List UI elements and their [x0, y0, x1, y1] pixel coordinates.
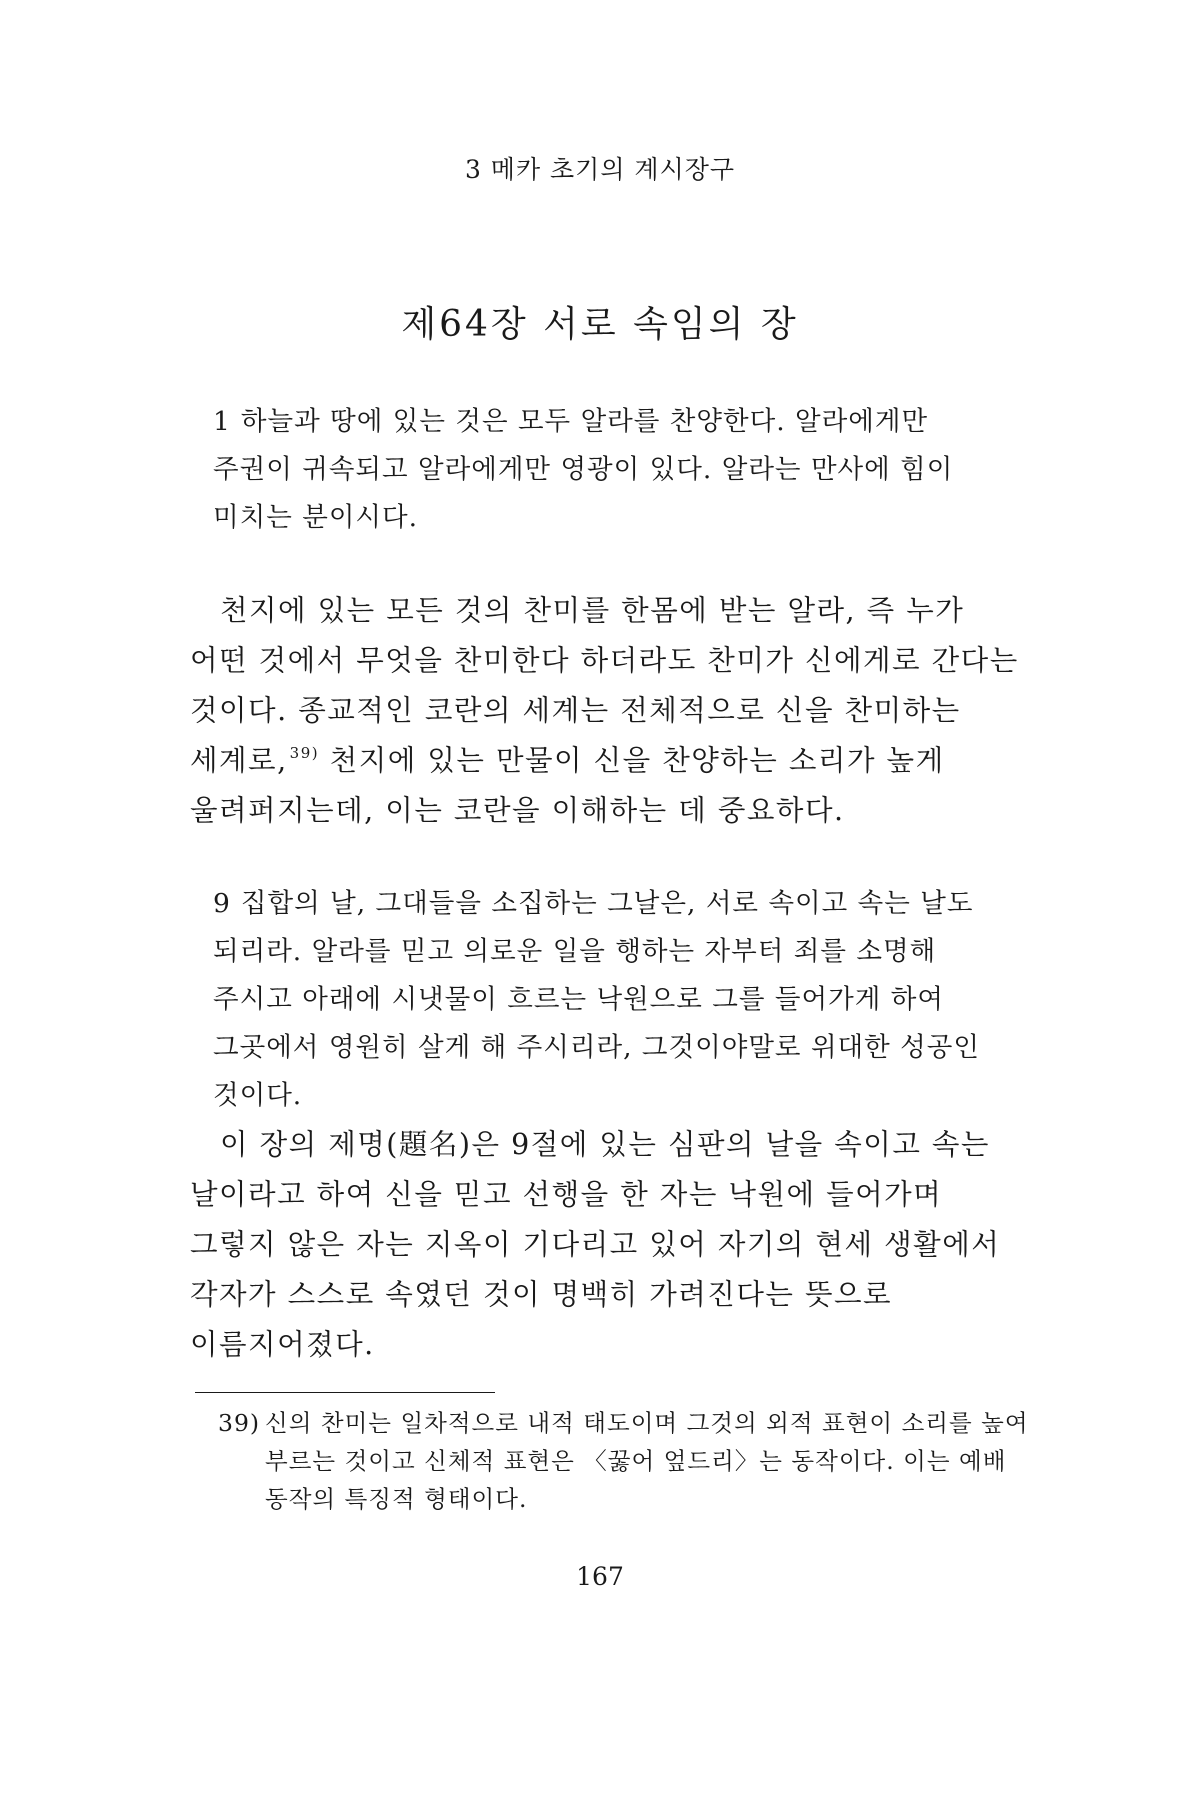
- commentary-paragraph-2: [190, 1120, 1030, 1370]
- commentary-text: 이 장의 제명(題名)은 9절에 있는 심판의 날을 속이고 속는 날이라고 하여 신을 믿고 선행을 한 자는 낙원에 들어가며 그렇지 않은 자는 지옥이 기다리고 있어 자기의 현세 생활에서 각자가 스스로 속였던 것이 명백히 가려진다는 뜻으로 이름지어졌다.: [190, 1128, 1001, 1361]
- footnote-number: 39): [218, 1409, 261, 1437]
- commentary-text: 천지에 있는 만물이 신을 찬양하는 소리가 높게 울려퍼지는데, 이는 코란을 이해하는 데 중요하다.: [190, 744, 945, 827]
- running-head: 3 메카 초기의 계시장구: [464, 155, 736, 184]
- footnote-text: 신의 찬미는 일차적으로 내적 태도이며 그것의 외적 표현이 소리를 높여 부르는 것이고 신체적 표현은 〈꿇어 엎드리〉는 동작이다. 이는 예배 동작의 특징적 형태이다.: [265, 1409, 1029, 1513]
- chapter-title: 제64장 서로 속임의 장: [401, 304, 799, 345]
- footnote-reference[interactable]: 39): [289, 744, 320, 762]
- commentary-paragraph-1: [190, 586, 1030, 836]
- verse-text: 집합의 날, 그대들을 소집하는 그날은, 서로 속이고 속는 날도 되리라. 알라를 믿고 의로운 일을 행하는 자부터 죄를 소명해 주시고 아래에 시냇물이 흐르는 낙원으로 그를 들어가게 하여 그곳에서 영원히 살게 해 주시리라, 그것이야말로 위대한 성공인 것이다.: [213, 888, 980, 1111]
- footnote-39: [218, 1404, 1080, 1518]
- verse-number: 9: [213, 888, 231, 919]
- verse-number: 1: [213, 406, 231, 437]
- verse-9: [213, 880, 1013, 1120]
- page-number: 167: [576, 1562, 624, 1591]
- verse-1: [213, 398, 1013, 542]
- footnote-separator: [195, 1392, 495, 1393]
- commentary-text: 천지에 있는 모든 것의 찬미를 한몸에 받는 알라, 즉 누가 어떤 것에서 무엇을 찬미한다 하더라도 찬미가 신에게로 간다는 것이다. 종교적인 코란의 세계는 전체적으로 신을 찬미하는 세계로,: [190, 594, 1019, 777]
- verse-text: 하늘과 땅에 있는 것은 모두 알라를 찬양한다. 알라에게만 주권이 귀속되고 알라에게만 영광이 있다. 알라는 만사에 힘이 미치는 분이시다.: [213, 406, 954, 533]
